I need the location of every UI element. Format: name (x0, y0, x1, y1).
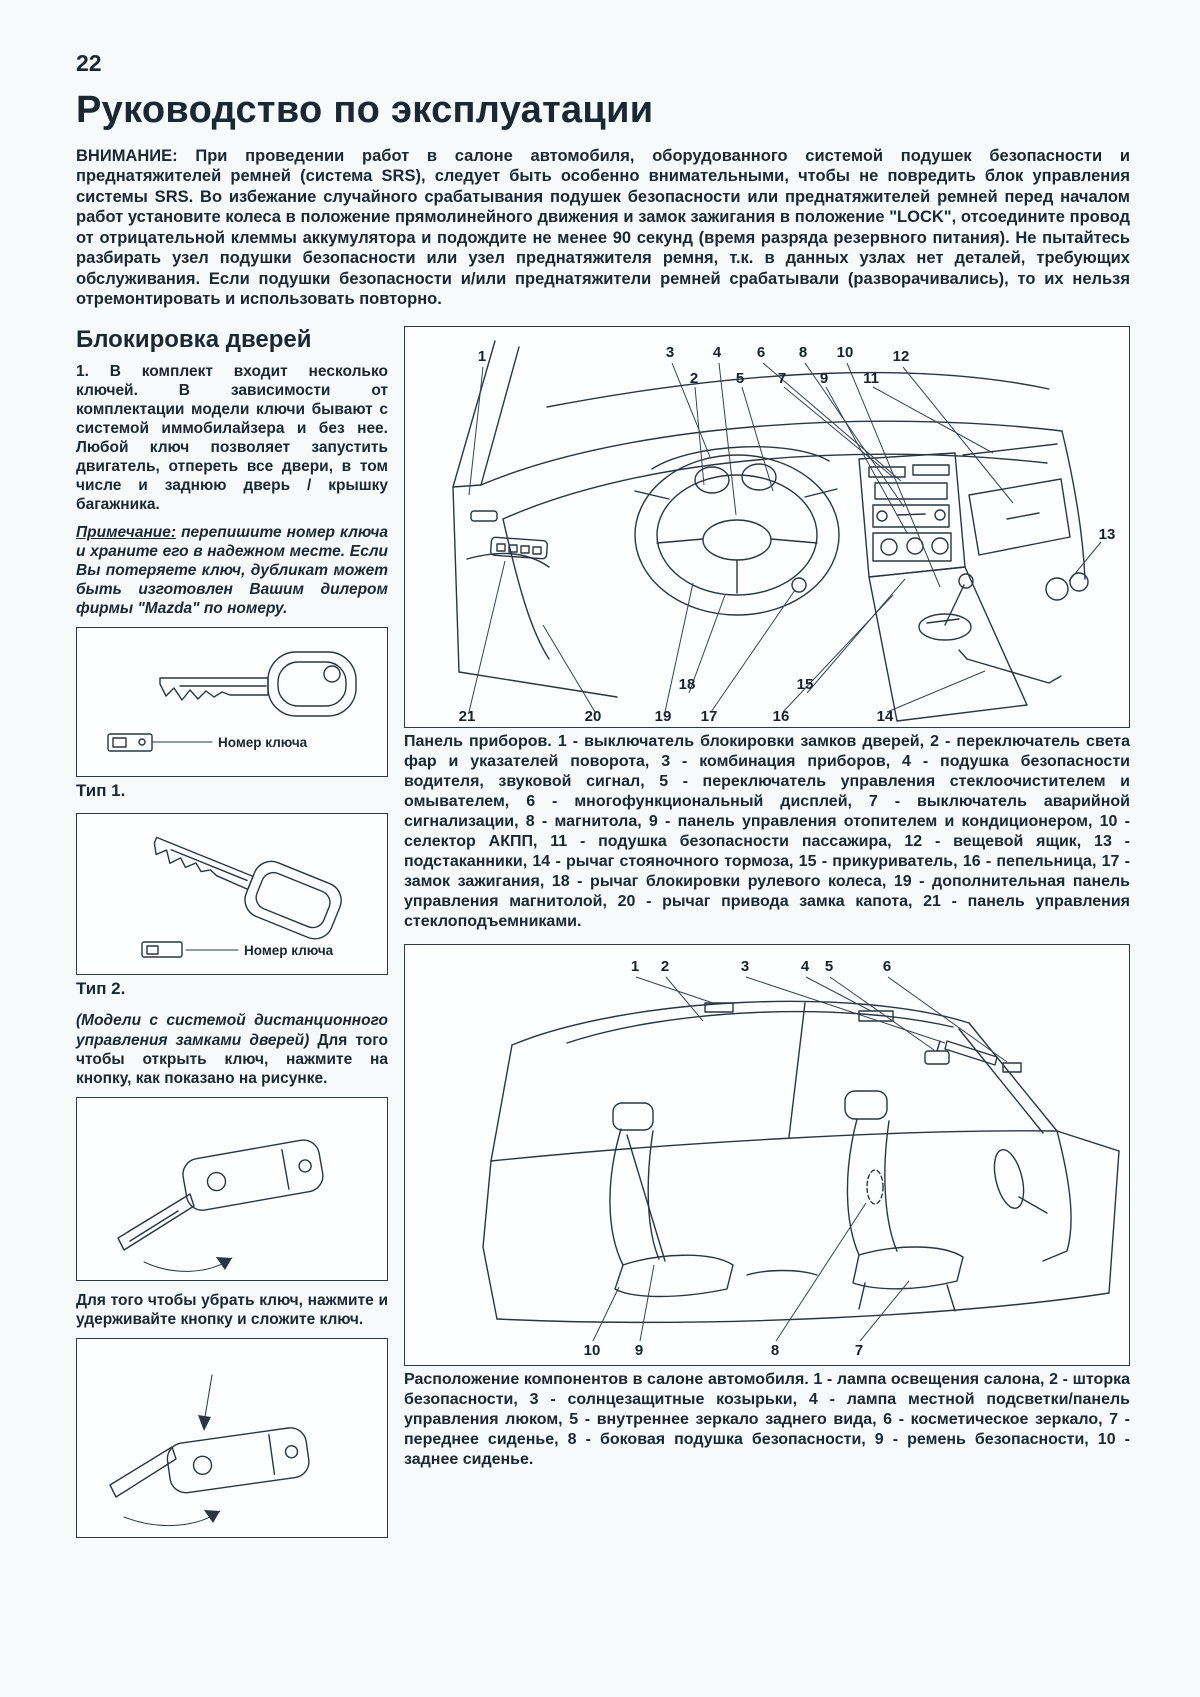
fold-paragraph: Для того чтобы убрать ключ, нажмите и удерживайте кнопку и сложите ключ. (76, 1291, 388, 1328)
callout-number: 4 (712, 343, 722, 361)
callout-number: 6 (882, 957, 892, 975)
callout-number: 12 (892, 347, 910, 365)
callout-number: 7 (854, 1341, 864, 1359)
key-number-tag-icon (108, 734, 212, 751)
key-type2-illustration (77, 814, 387, 974)
key-number-label: Номер ключа (244, 943, 334, 959)
callout-number: 9 (819, 369, 829, 387)
callout-number: 1 (630, 957, 640, 975)
callout-number: 21 (458, 707, 476, 725)
callout-number: 7 (777, 369, 787, 387)
callout-number: 6 (756, 343, 766, 361)
callout-number: 11 (863, 369, 879, 387)
key-number-tag-icon (142, 942, 238, 957)
dashboard-callouts (459, 344, 1116, 725)
press-arrow-icon (204, 1375, 212, 1423)
callout-number: 4 (800, 957, 810, 975)
right-column (404, 326, 1130, 1482)
content-columns (76, 326, 1130, 1542)
interior-callouts (584, 958, 892, 1359)
interior-art (483, 1001, 1119, 1322)
remote-key-fold-figure (76, 1338, 388, 1538)
callout-number: 2 (689, 369, 699, 387)
callout-number: 5 (735, 369, 745, 387)
key-number-label: Номер ключа (218, 735, 308, 751)
remote-key-icon (118, 1137, 325, 1249)
note-label: Примечание: (76, 524, 177, 542)
remote-intro-models: (Модели с системой дистанционного управления замками дверей) (76, 1012, 388, 1049)
page-number: 22 (76, 50, 102, 76)
callout-number: 13 (1098, 525, 1116, 543)
arrowhead-icon (198, 1415, 211, 1431)
callout-number: 8 (798, 343, 808, 361)
interior-leader-lines (593, 977, 1007, 1341)
remote-key-open-illustration (77, 1098, 387, 1280)
callout-number: 8 (770, 1341, 780, 1359)
callout-number: 20 (584, 707, 602, 725)
callout-number: 15 (796, 675, 814, 693)
callout-number: 9 (634, 1341, 644, 1359)
interior-figure (404, 944, 1130, 1366)
remote-key-icon (110, 1426, 311, 1497)
type1-caption: Тип 1. (76, 781, 126, 801)
callout-number: 14 (876, 707, 894, 725)
key-type2-figure (76, 813, 388, 975)
callout-number: 16 (772, 707, 790, 725)
page-title: Руководство по эксплуатации (76, 89, 654, 131)
key-icon (160, 652, 356, 716)
key-type1-illustration (77, 628, 387, 776)
section-heading-door-lock: Блокировка дверей (76, 325, 312, 353)
callout-number: 10 (583, 1341, 601, 1359)
key-type1-figure (76, 627, 388, 777)
callout-number: 5 (824, 957, 834, 975)
callout-number: 3 (665, 343, 675, 361)
key-icon (143, 817, 346, 944)
interior-caption: Расположение компонентов в салоне автомобиля. 1 - лампа освещения салона, 2 - шторка безопасности, 3 - солнцезащитные козырьки, 4 - лампа местной подсветки/панель управления люком, 5 - внутреннее зеркало заднего вида, 6 - косметическое зеркало, 7 - переднее сиденье, 8 - боковая подушка безопасности, 9 - ремень безопасности, 10 - заднее сиденье. (404, 1370, 1130, 1468)
callout-number: 10 (836, 343, 854, 361)
remote-key-open-figure (76, 1097, 388, 1281)
keys-paragraph: 1. В комплект входит несколько ключей. В зависимости от комплектации модели ключи бывают с системой иммобилайзера и без нее. Любой ключ позволяет запустить двигатель, отпереть все двери, в том числе и заднюю дверь / крышку багажника. (76, 362, 388, 514)
dashboard-figure (404, 326, 1130, 728)
callout-number: 3 (740, 957, 750, 975)
interior-diagram (405, 945, 1129, 1365)
arrowhead-icon (216, 1257, 232, 1270)
type2-caption: Тип 2. (76, 979, 126, 999)
dashboard-diagram (405, 327, 1129, 727)
remote-key-fold-illustration (77, 1339, 387, 1537)
fold-arrow-icon (124, 1511, 220, 1526)
callout-number: 1 (477, 347, 487, 365)
callout-number: 2 (660, 957, 670, 975)
callout-number: 17 (700, 707, 718, 725)
callout-number: 18 (678, 675, 696, 693)
remote-intro-paragraph (76, 1011, 388, 1087)
warning-paragraph: ВНИМАНИЕ: При проведении работ в салоне автомобиля, оборудованного системой подушек безопасности и преднатяжителей ремней (система SRS), следует быть особенно внимательными, чтобы не повредить блок управления системы SRS. Во избежание случайного срабатывания подушек безопасности или преднатяжителей ремней перед началом работ установите колеса в положение прямолинейного движения и замок зажигания в положение "LOCK", отсоедините провод от отрицательной клеммы аккумулятора и подождите не менее 90 секунд (время разряда резервного питания). Не пытайтесь разбирать узел подушки безопасности или узел преднатяжителя ремня, т.к. в данных узлах нет деталей, требующих обслуживания. Если подушки безопасности и/или преднатяжители ремней срабатывали (разворачивались), то их нельзя отремонтировать и использовать повторно. (76, 147, 1130, 309)
note-paragraph (76, 523, 388, 618)
callout-number: 19 (654, 707, 672, 725)
arrowhead-icon (204, 1510, 220, 1523)
remote-intro-rest: Для того чтобы открыть ключ, нажмите на кнопку, как показано на рисунке. (76, 1031, 388, 1087)
left-column (76, 326, 388, 1542)
note-body: перепишите номер ключа и храните его в надежном месте. Если Вы потеряете ключ, дубликат может быть изготовлен Вашим дилером фирмы "Mazda" по номеру. (76, 524, 389, 618)
dashboard-caption: Панель приборов. 1 - выключатель блокировки замков дверей, 2 - переключатель света фар и указателей поворота, 3 - комбинация приборов, 4 - подушка безопасности водителя, звуковой сигнал, 5 - переключатель управления стеклоочистителем и омывателем, 6 - многофункциональный дисплей, 7 - выключатель аварийной сигнализации, 8 - магнитола, 9 - панель управления отопителем и кондиционером, 10 - селектор АКПП, 11 - подушка безопасности пассажира, 12 - вещевой ящик, 13 - подстаканники, 14 - рычаг стояночного тормоза, 15 - прикуриватель, 16 - пепельница, 17 - замок зажигания, 18 - рычаг блокировки рулевого колеса, 19 - дополнительная панель управления магнитолой, 20 - рычаг привода замка капота, 21 - панель управления стеклоподъемниками. (404, 732, 1130, 930)
dashboard-art (453, 341, 1088, 721)
